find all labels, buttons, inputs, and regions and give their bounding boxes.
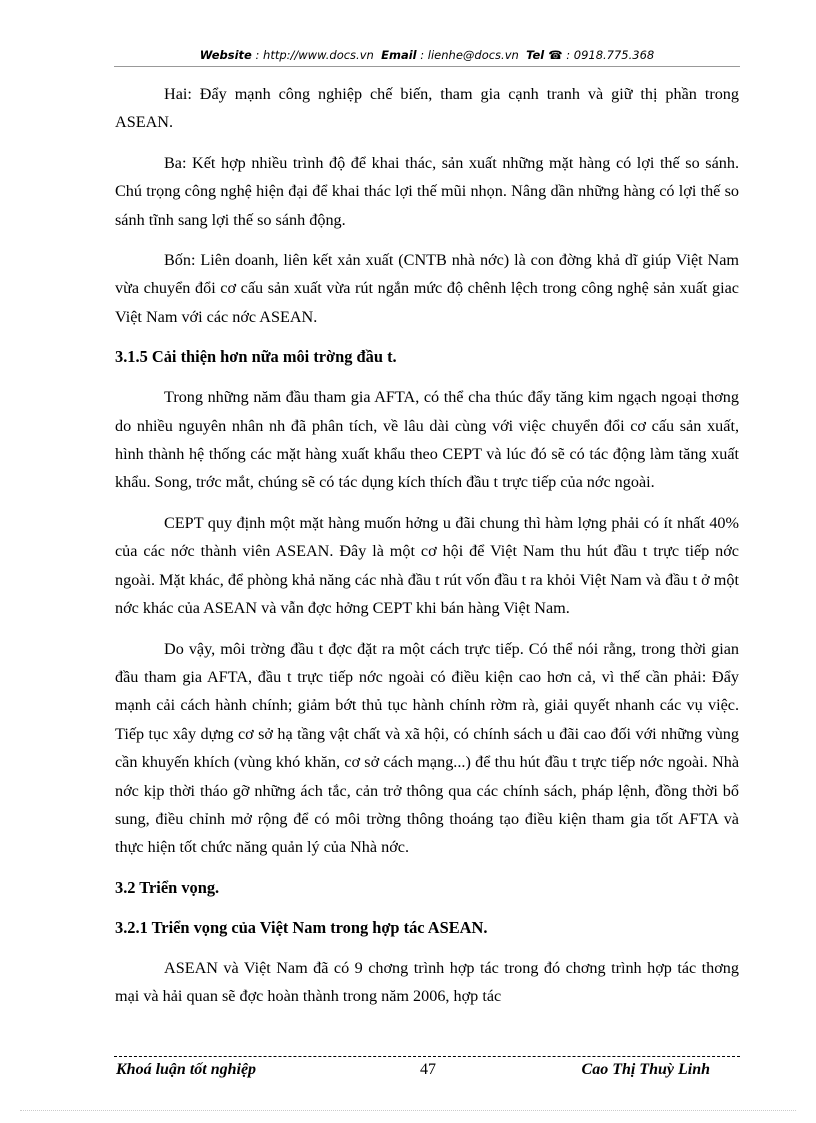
paragraph-cept: CEPT quy định một mặt hàng muốn hởng u đãi chung thì hàm lợng phải có ít nhất 40% của các nớc thành viên ASEAN. Đây là một cơ hội để Việt Nam thu hút đầu t trực tiếp nớc ngoài. Mặt khác, để phòng khả năng các nhà đầu t rút vốn đầu t ra khỏi Việt Nam và đầu t ở một nớc khác của ASEAN và vẫn đợc hởng CEPT khi bán hàng Việt Nam. bbox=[115, 513, 739, 618]
paragraph-afta: Trong những năm đầu tham gia AFTA, có thể cha thúc đẩy tăng kim ngạch ngoại thơng do nhiều nguyên nhân nh đã phân tích, về lâu dài cùng với việc chuyển đổi cơ cấu sản xuất, hình thành hệ thống các mặt hàng xuất khẩu theo CEPT và lúc đó sẽ có tác động làm tăng xuất khẩu. Song, trớc mắt, chúng sẽ có tác dụng kích thích đầu t trực tiếp của nớc ngoài. bbox=[115, 388, 739, 492]
section-heading-3-2-1: 3.2.1 Triển vọng của Việt Nam trong hợp tác ASEAN. bbox=[115, 917, 488, 937]
email-value: : lienhe@docs.vn bbox=[420, 48, 519, 62]
website-value: : http://www.docs.vn bbox=[255, 48, 374, 62]
paragraph-asean-programs: ASEAN và Việt Nam đã có 9 chơng trình hợp tác trong đó chơng trình hợp tác thơng mại và hải quan sẽ đợc hoàn thành trong năm 2006, hợp tác bbox=[115, 958, 739, 1006]
footer-divider bbox=[114, 1056, 740, 1057]
website-label: Website bbox=[199, 48, 252, 62]
page-edge-dotline bbox=[20, 1110, 796, 1111]
header-divider bbox=[114, 66, 740, 67]
paragraph-ba: Ba: Kết hợp nhiều trình độ để khai thác, sản xuất những mặt hàng có lợi thế so sánh. Chú trọng công nghệ hiện đại để khai thác lợi thế mũi nhọn. Nâng dần những hàng có lợi thế so sánh tĩnh sang lợi thế so sánh động. bbox=[115, 153, 739, 229]
section-heading-3-2: 3.2 Triển vọng. bbox=[115, 877, 220, 897]
paragraph-bon: Bốn: Liên doanh, liên kết xản xuất (CNTB nhà nớc) là con đờng khả dĩ giúp Việt Nam vừa chuyển đổi cơ cấu sản xuất vừa rút ngắn mức độ chênh lệch trong công nghệ sản xuất giac Việt Nam với các nớc ASEAN. bbox=[115, 251, 739, 326]
page-number: 47 bbox=[420, 1061, 436, 1078]
page-header bbox=[114, 48, 740, 62]
footer-thesis-label: Khoá luận tốt nghiệp bbox=[116, 1061, 257, 1078]
tel-label: Tel ☎ bbox=[526, 48, 563, 62]
paragraph-hai: Hai: Đẩy mạnh công nghiệp chế biến, tham gia cạnh tranh và giữ thị phần trong ASEAN. bbox=[115, 85, 739, 132]
tel-value: : 0918.775.368 bbox=[566, 48, 655, 62]
footer-author: Cao Thị Thuỳ Linh bbox=[581, 1061, 710, 1078]
page-footer bbox=[114, 1059, 740, 1083]
section-heading-3-1-5: 3.1.5 Cải thiện hơn nữa môi trờng đầu t. bbox=[115, 347, 397, 367]
email-label: Email bbox=[381, 48, 417, 62]
paragraph-moi-truong: Do vậy, môi trờng đầu t đợc đặt ra một cách trực tiếp. Có thể nói rằng, trong thời gian đầu tham gia AFTA, đầu t trực tiếp nớc ngoài có điều kiện cao hơn cả, vì thế cần phải: Đẩy mạnh cải cách hành chính; giảm bớt thủ tục hành chính rờm rà, giải quyết nhanh các vụ việc. Tiếp tục xây dựng cơ sở hạ tầng vật chất và xã hội, có chính sách u đãi cao đối với những vùng cần khuyến khích (vùng khó khăn, cơ sở cách mạng...) để thu hút đầu t trực tiếp nớc ngoài. Nhà nớc kịp thời tháo gỡ những ách tắc, cản trở thông qua các chính sách, pháp lệnh, đồng thời bổ sung, điều chỉnh mở rộng để có môi trờng thông thoáng tạo điều kiện tham gia tốt AFTA và thực hiện tốt chức năng quản lý của Nhà nớc. bbox=[115, 639, 739, 857]
page-body bbox=[115, 80, 739, 1023]
